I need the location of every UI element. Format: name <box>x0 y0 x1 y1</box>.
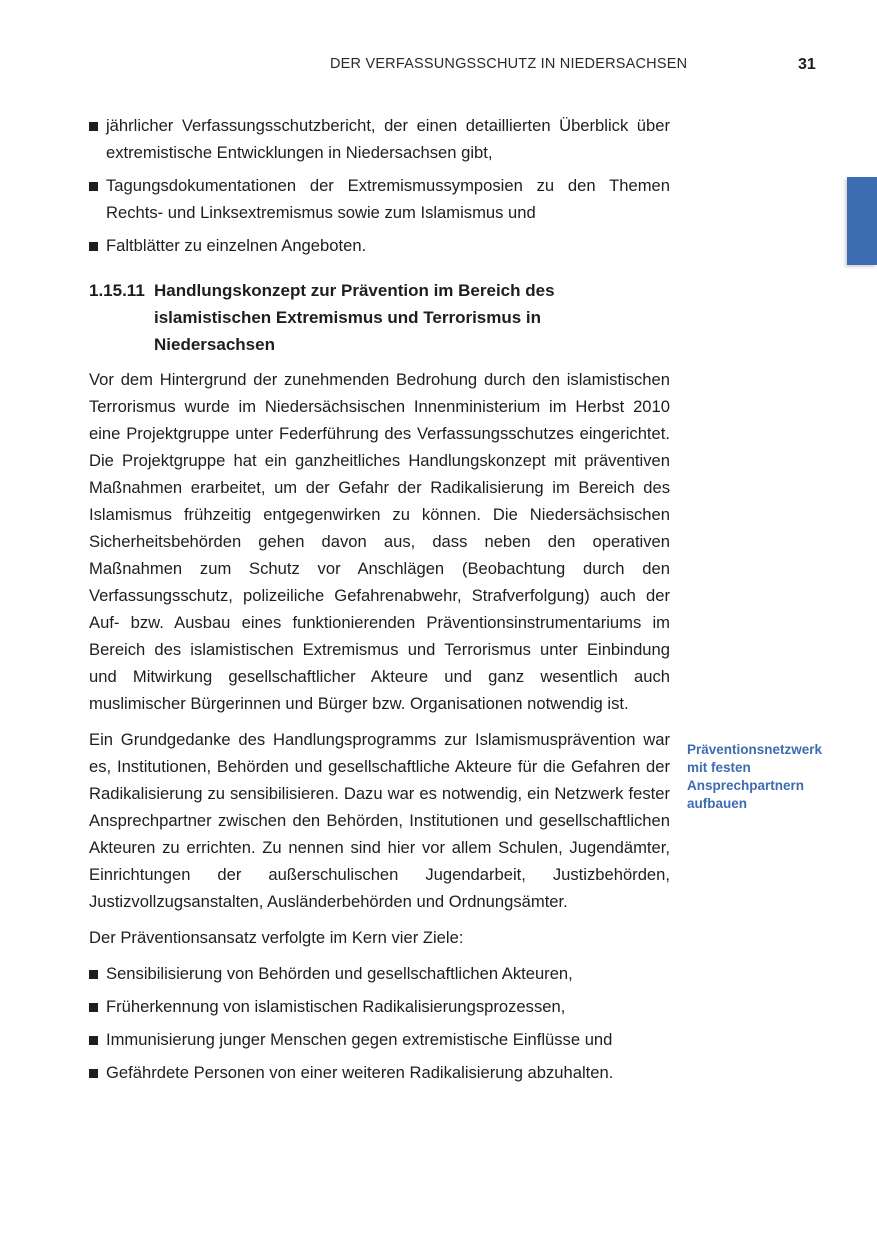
list-item: Immunisierung junger Menschen gegen extremistische Einflüsse und <box>89 1026 670 1053</box>
body-paragraph: Vor dem Hintergrund der zunehmenden Bedrohung durch den islamistischen Terrorismus wurde im Niedersächsischen Innenministerium im Herbst 2010 eine Projektgruppe unter Federführung des Verfassungsschutzes eingerichtet. Die Projektgruppe hat ein ganzheitliches Handlungskonzept mit präventiven Maßnahmen erarbeitet, um der Gefahr der Radikalisierung im Bereich des Islamismus frühzeitig entgegenwirken zu können. Die Niedersächsischen Sicherheitsbehörden gehen davon aus, dass neben den operativen Maßnahmen zum Schutz vor Anschlägen (Beobachtung durch den Verfassungsschutz, polizeiliche Gefahrenabwehr, Strafverfolgung) auch der Auf- bzw. Ausbau eines funktionierenden Präventionsinstrumentariums im Bereich des islamistischen Extremismus und Terrorismus unter Einbindung und Mitwirkung gesellschaftlicher Akteure und ganz wesentlich auch muslimischer Bürgerinnen und Bürger bzw. Organisationen notwendig ist. <box>89 370 670 713</box>
publications-list <box>89 112 670 259</box>
chapter-tab-marker <box>847 177 877 265</box>
square-bullet-icon <box>89 1036 98 1045</box>
margin-note: Präventionsnetzwerk mit festen Ansprechpartnern aufbauen <box>687 742 823 811</box>
list-item: Tagungsdokumentationen der Extremismussymposien zu den Themen Rechts- und Linksextremismus sowie zum Islamismus und <box>89 172 670 226</box>
square-bullet-icon <box>89 1069 98 1078</box>
square-bullet-icon <box>89 242 98 251</box>
list-item: Sensibilisierung von Behörden und gesellschaftlichen Akteuren, <box>89 960 670 987</box>
square-bullet-icon <box>89 122 98 131</box>
square-bullet-icon <box>89 970 98 979</box>
body-paragraph: Ein Grundgedanke des Handlungsprogramms zur Islamismusprävention war es, Institutionen, Behörden und gesellschaftliche Akteure für die Gefahren der Radikalisierung zu sensibilisieren. Dazu war es notwendig, ein Netzwerk fester Ansprechpartner zwischen den Behörden, Institutionen und gesellschaftlichen Akteuren zu errichten. Zu nennen sind hier vor allem Schulen, Jugendämter, Einrichtungen der außerschulischen Jugendarbeit, Justizbehörden, Justizvollzugsanstalten, Ausländerbehörden und Ordnungsämter. <box>89 730 670 911</box>
list-item: Faltblätter zu einzelnen Angeboten. <box>89 232 670 259</box>
section-number: 1.15.11 <box>89 281 145 300</box>
goals-list <box>89 960 670 1086</box>
section-title: Handlungskonzept zur Prävention im Bereich des islamistischen Extremismus und Terrorismus in Niedersachsen <box>154 281 555 354</box>
list-item: Gefährdete Personen von einer weiteren Radikalisierung abzuhalten. <box>89 1059 670 1086</box>
list-item: jährlicher Verfassungsschutzbericht, der einen detaillierten Überblick über extremistische Entwicklungen in Niedersachsen gibt, <box>89 112 670 166</box>
list-item: Früherkennung von islamistischen Radikalisierungsprozessen, <box>89 993 670 1020</box>
main-content <box>89 112 670 1092</box>
running-header-title: DER VERFASSUNGSSCHUTZ IN NIEDERSACHSEN <box>330 56 688 72</box>
square-bullet-icon <box>89 182 98 191</box>
square-bullet-icon <box>89 1003 98 1012</box>
body-paragraph: Der Präventionsansatz verfolgte im Kern vier Ziele: <box>89 928 464 947</box>
page-number: 31 <box>798 56 816 73</box>
section-heading <box>89 277 670 358</box>
